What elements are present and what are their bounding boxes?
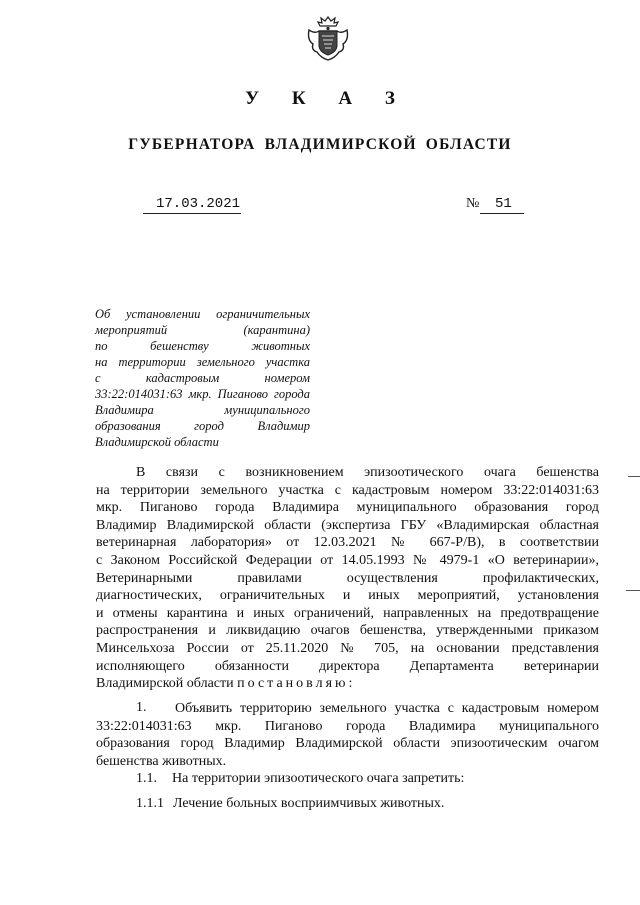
item-1-1-text: На территории эпизоотического очага запретить: [172,771,465,786]
preamble-line: ветеринарная лаборатория» от 12.03.2021 № 667-Р/В), в соответствии [96,535,599,551]
number-label: № [466,196,480,211]
heading-line: Владимира муниципального [95,403,310,417]
document-heading [95,306,310,450]
heading-line: на территории земельного участка [95,355,310,369]
preamble-line: исполняющего обязанности директора Департамента ветеринарии [96,658,599,674]
preamble-line: и отмены карантина и иных ограничений, направленных на предотвращение [96,605,599,621]
heading-line: Об установлении ограничительных [95,307,310,321]
item-1-line: образования город Владимир Владимирской области эпизоотическим очагом [96,736,599,752]
document-title: У К А З [245,88,409,109]
preamble-line: Минсельхоза России от 25.11.2020 № 705, на основании представления [96,640,599,656]
document-subtitle: ГУБЕРНАТОРА ВЛАДИМИРСКОЙ ОБЛАСТИ [128,136,512,153]
item-1-paragraph [96,700,599,770]
item-1-number: 1. [136,700,147,715]
item-1-line: 33:22:014031:63 мкр. Пиганово города Владимира муниципального [96,718,599,734]
document-date: 17.03.2021 [155,196,240,212]
preamble-line: Ветеринарными правилами осуществления профилактических, [96,570,599,586]
heading-line: мероприятий (карантина) [95,323,310,337]
preamble-line: с Законом Российской Федерации от 14.05.1993 № 4979-1 «О ветеринарии», [96,552,599,568]
heading-line: образования город Владимир [95,419,310,433]
heading-line: с кадастровым номером [95,371,310,385]
item-1-1-number: 1.1. [136,771,157,786]
item-1-1-1-number: 1.1.1 [136,796,164,811]
decree-word: постановляю: [237,676,356,692]
date-underline [143,213,241,214]
preamble-line: на территории земельного участка с кадастровым номером 33:22:014031:63 [96,482,599,498]
heading-line: 33:22:014031:63 мкр. Пиганово города [95,387,310,401]
coat-of-arms-icon [303,14,353,64]
number-underline [480,213,524,214]
item-1-line: бешенства животных. [96,753,227,769]
preamble-line: диагностических, ограничительных и иных мероприятий, установления [96,588,599,604]
preamble-line: Владимир Владимирской области (экспертиза ГБУ «Владимирская областная [96,517,599,533]
item-1-1-1-text: Лечение больных восприимчивых животных. [173,796,445,811]
item-1-line: Объявить территорию земельного участка с кадастровым номером [175,701,599,716]
margin-mark [626,590,640,591]
preamble-line: В связи с возникновением эпизоотического очага бешенства [136,465,599,480]
preamble-line-prefix: Владимирской области [96,676,234,692]
margin-mark [628,476,640,477]
document-number: 51 [495,196,512,212]
heading-line: Владимирской области [95,435,219,449]
heading-line: по бешенству животных [95,339,310,353]
preamble-line: мкр. Пиганово города Владимира муниципального образования город [96,500,599,516]
preamble-line: распространения и ликвидацию очагов бешенства, утвержденными приказом [96,623,599,639]
preamble-paragraph [96,464,599,693]
preamble-last-line [96,675,599,693]
